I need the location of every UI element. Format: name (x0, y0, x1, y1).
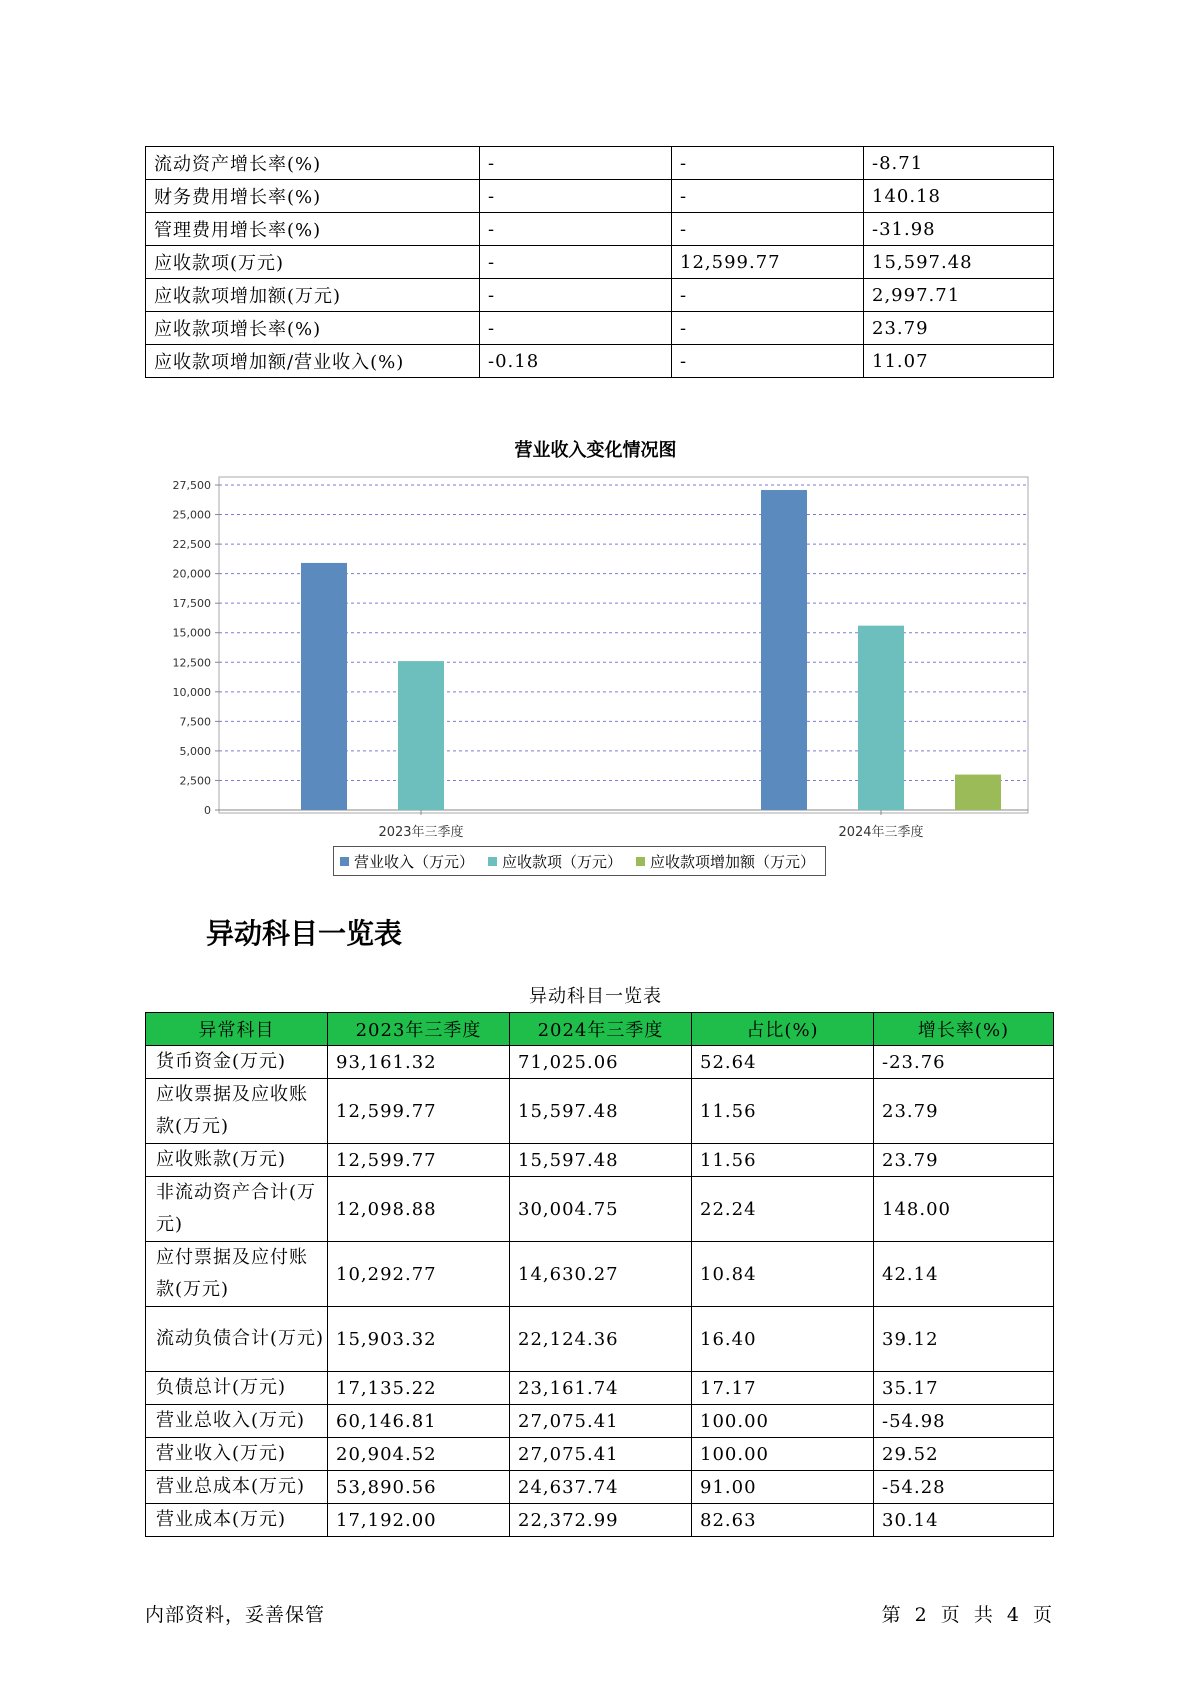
metric-label-cell: 管理费用增长率(%) (146, 213, 480, 246)
table-row (146, 147, 1054, 180)
item-name-cell: 货币资金(万元) (146, 1046, 328, 1079)
y-tick-label: 10,000 (172, 685, 211, 699)
y-tick-label: 17,500 (172, 597, 211, 611)
item-name-cell: 应收票据及应收账款(万元) (146, 1079, 328, 1144)
legend-swatch-revenue (340, 857, 349, 866)
x-tick-label: 2024年三季度 (838, 825, 924, 840)
item-name-cell: 营业成本(万元) (146, 1504, 328, 1537)
item-value-cell: 39.12 (874, 1307, 1054, 1372)
item-name-cell: 非流动资产合计(万元) (146, 1177, 328, 1242)
metric-value-cell: - (672, 345, 864, 378)
item-value-cell: 15,903.32 (328, 1307, 510, 1372)
metric-value-cell: -31.98 (864, 213, 1054, 246)
table-row (146, 1372, 1054, 1405)
table-row (146, 312, 1054, 345)
item-value-cell: 100.00 (692, 1405, 874, 1438)
metric-value-cell: - (672, 213, 864, 246)
bar-2-1 (955, 775, 1001, 810)
item-value-cell: 15,597.48 (510, 1144, 692, 1177)
table-row (146, 1307, 1054, 1372)
item-value-cell: 17,192.00 (328, 1504, 510, 1537)
item-value-cell: 27,075.41 (510, 1405, 692, 1438)
legend-label-receivables-increase: 应收款项增加额（万元） (650, 852, 816, 871)
item-value-cell: 52.64 (692, 1046, 874, 1079)
table-row (146, 1046, 1054, 1079)
item-name-cell: 负债总计(万元) (146, 1372, 328, 1405)
metric-value-cell: -8.71 (864, 147, 1054, 180)
item-value-cell: 91.00 (692, 1471, 874, 1504)
item-value-cell: -54.98 (874, 1405, 1054, 1438)
item-value-cell: 42.14 (874, 1242, 1054, 1307)
metric-value-cell: 11.07 (864, 345, 1054, 378)
item-value-cell: 93,161.32 (328, 1046, 510, 1079)
header-cell: 2024年三季度 (510, 1013, 692, 1046)
footer-confidential-note: 内部资料，妥善保管 (145, 1604, 326, 1626)
metric-value-cell: -0.18 (480, 345, 672, 378)
metric-value-cell: - (480, 147, 672, 180)
metric-value-cell: - (672, 279, 864, 312)
metric-label-cell: 应收款项增加额/营业收入(%) (146, 345, 480, 378)
metric-label-cell: 应收款项增长率(%) (146, 312, 480, 345)
item-value-cell: 17,135.22 (328, 1372, 510, 1405)
anomaly-table-header (146, 1013, 1054, 1046)
footer-page-number: 第 2 页 共 4 页 (881, 1604, 1053, 1626)
table-row (146, 1504, 1054, 1537)
y-tick-label: 7,500 (179, 715, 211, 729)
item-value-cell: 15,597.48 (510, 1079, 692, 1144)
metric-value-cell: - (672, 180, 864, 213)
header-cell: 2023年三季度 (328, 1013, 510, 1046)
financial-metrics-body (146, 147, 1054, 378)
y-tick-label: 22,500 (172, 538, 211, 552)
item-name-cell: 营业总成本(万元) (146, 1471, 328, 1504)
legend-label-revenue: 营业收入（万元） (354, 852, 475, 871)
item-value-cell: 23,161.74 (510, 1372, 692, 1405)
metric-value-cell: - (672, 147, 864, 180)
table-row (146, 345, 1054, 378)
item-value-cell: 16.40 (692, 1307, 874, 1372)
header-cell: 异常科目 (146, 1013, 328, 1046)
item-value-cell: 30,004.75 (510, 1177, 692, 1242)
legend-swatch-receivables (488, 857, 497, 866)
y-tick-label: 5,000 (179, 744, 211, 758)
metric-value-cell: - (480, 213, 672, 246)
chart-title: 营业收入变化情况图 (514, 440, 677, 461)
item-value-cell: 11.56 (692, 1079, 874, 1144)
item-value-cell: 60,146.81 (328, 1405, 510, 1438)
legend-item-revenue (340, 851, 474, 872)
item-value-cell: 24,637.74 (510, 1471, 692, 1504)
table-row (146, 1242, 1054, 1307)
bar-1-0 (398, 661, 444, 810)
bar-0-0 (301, 563, 347, 810)
item-value-cell: 22,372.99 (510, 1504, 692, 1537)
item-value-cell: 71,025.06 (510, 1046, 692, 1079)
item-value-cell: 23.79 (874, 1079, 1054, 1144)
table-row (146, 1405, 1054, 1438)
item-value-cell: 29.52 (874, 1438, 1054, 1471)
y-tick-label: 20,000 (172, 567, 211, 581)
metric-value-cell: 140.18 (864, 180, 1054, 213)
legend-label-receivables: 应收款项（万元） (502, 852, 623, 871)
item-value-cell: -23.76 (874, 1046, 1054, 1079)
item-name-cell: 应收账款(万元) (146, 1144, 328, 1177)
item-value-cell: 12,098.88 (328, 1177, 510, 1242)
metric-value-cell: - (480, 312, 672, 345)
item-value-cell: 20,904.52 (328, 1438, 510, 1471)
item-value-cell: 148.00 (874, 1177, 1054, 1242)
item-value-cell: 53,890.56 (328, 1471, 510, 1504)
item-value-cell: 17.17 (692, 1372, 874, 1405)
table-row (146, 1471, 1054, 1504)
x-tick-label: 2023年三季度 (378, 825, 464, 840)
table-caption: 异动科目一览表 (529, 986, 662, 1007)
item-value-cell: 10,292.77 (328, 1242, 510, 1307)
metric-label-cell: 应收款项增加额(万元) (146, 279, 480, 312)
item-value-cell: 82.63 (692, 1504, 874, 1537)
item-value-cell: 30.14 (874, 1504, 1054, 1537)
legend-item-receivables (488, 851, 622, 872)
y-tick-label: 2,500 (179, 774, 211, 788)
metric-value-cell: - (480, 279, 672, 312)
item-value-cell: 27,075.41 (510, 1438, 692, 1471)
revenue-bar-chart (150, 470, 1030, 840)
metric-label-cell: 应收款项(万元) (146, 246, 480, 279)
y-tick-label: 25,000 (172, 508, 211, 522)
table-row (146, 246, 1054, 279)
item-value-cell: 14,630.27 (510, 1242, 692, 1307)
item-value-cell: 23.79 (874, 1144, 1054, 1177)
item-value-cell: 12,599.77 (328, 1079, 510, 1144)
metric-value-cell: - (672, 312, 864, 345)
item-value-cell: 11.56 (692, 1144, 874, 1177)
table-row (146, 1438, 1054, 1471)
item-value-cell: -54.28 (874, 1471, 1054, 1504)
header-cell: 增长率(%) (874, 1013, 1054, 1046)
y-tick-label: 12,500 (172, 656, 211, 670)
legend-swatch-receivables-increase (636, 857, 645, 866)
table-row (146, 180, 1054, 213)
item-name-cell: 营业总收入(万元) (146, 1405, 328, 1438)
anomaly-items-table (145, 1012, 1054, 1537)
metric-value-cell: 15,597.48 (864, 246, 1054, 279)
item-value-cell: 22.24 (692, 1177, 874, 1242)
item-name-cell: 流动负债合计(万元) (146, 1307, 328, 1372)
financial-metrics-table (145, 146, 1054, 378)
metric-value-cell: - (480, 246, 672, 279)
y-tick-label: 15,000 (172, 626, 211, 640)
metric-label-cell: 财务费用增长率(%) (146, 180, 480, 213)
bar-1-1 (858, 626, 904, 810)
y-tick-label: 0 (204, 804, 211, 817)
chart-legend (333, 846, 826, 876)
table-row (146, 213, 1054, 246)
table-row (146, 1079, 1054, 1144)
item-value-cell: 10.84 (692, 1242, 874, 1307)
metric-label-cell: 流动资产增长率(%) (146, 147, 480, 180)
metric-value-cell: 12,599.77 (672, 246, 864, 279)
table-row (146, 1144, 1054, 1177)
section-heading: 异动科目一览表 (206, 917, 403, 950)
table-header-row (146, 1013, 1054, 1046)
anomaly-table-body (146, 1046, 1054, 1537)
item-value-cell: 22,124.36 (510, 1307, 692, 1372)
bar-0-1 (761, 490, 807, 810)
header-cell: 占比(%) (692, 1013, 874, 1046)
item-name-cell: 应付票据及应付账款(万元) (146, 1242, 328, 1307)
y-tick-label: 27,500 (172, 479, 211, 492)
metric-value-cell: - (480, 180, 672, 213)
legend-item-receivables-increase (636, 851, 815, 872)
table-row (146, 279, 1054, 312)
table-row (146, 1177, 1054, 1242)
metric-value-cell: 23.79 (864, 312, 1054, 345)
item-value-cell: 12,599.77 (328, 1144, 510, 1177)
item-name-cell: 营业收入(万元) (146, 1438, 328, 1471)
item-value-cell: 35.17 (874, 1372, 1054, 1405)
metric-value-cell: 2,997.71 (864, 279, 1054, 312)
item-value-cell: 100.00 (692, 1438, 874, 1471)
